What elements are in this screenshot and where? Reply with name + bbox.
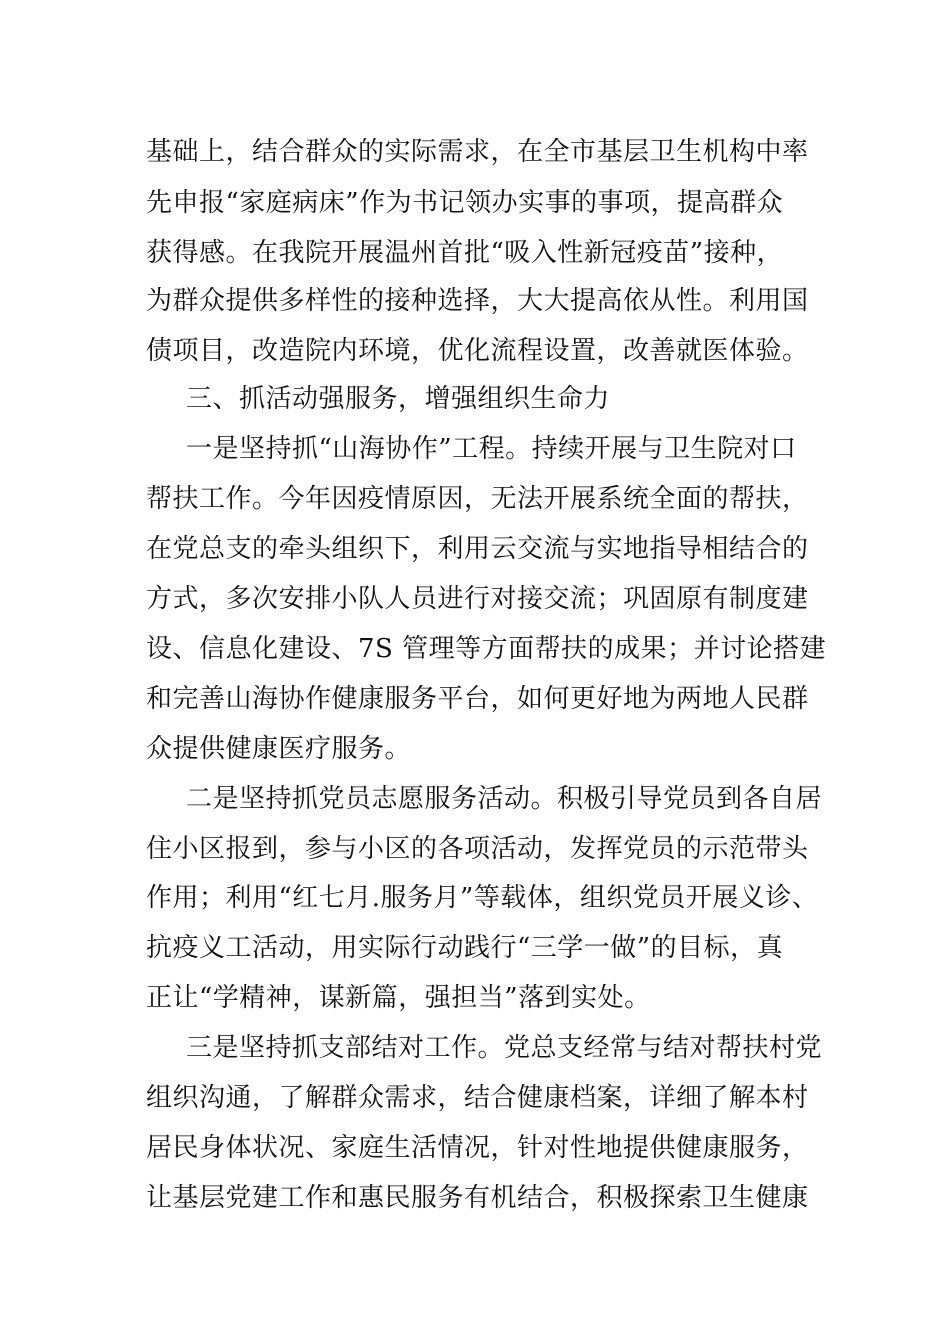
text-line-11: 设、信息化建设、7S 管理等方面帮扶的成果；并讨论搭建	[146, 634, 827, 664]
text-line-3: 获得感。在我院开展温州首批“吸入性新冠疫苗”接种，	[146, 238, 784, 268]
text-line-4: 为群众提供多样性的接种选择，大大提高依从性。利用国	[146, 286, 809, 316]
text-line-21: 居民身体状况、家庭生活情况，针对性地提供健康服务，	[146, 1133, 809, 1163]
text-line-22: 让基层党建工作和惠民服务有机结合，积极探索卫生健康	[146, 1183, 809, 1213]
text-line-19: 三是坚持抓支部结对工作。党总支经常与结对帮扶村党	[186, 1033, 823, 1063]
text-line-8: 帮扶工作。今年因疫情原因，无法开展系统全面的帮扶，	[146, 484, 809, 514]
section-heading: 三、抓活动强服务，增强组织生命力	[186, 384, 611, 414]
text-line-9: 在党总支的牵头组织下，利用云交流与实地指导相结合的	[146, 534, 809, 564]
text-line-18: 正让“学精神，谋新篇，强担当”落到实处。	[146, 983, 651, 1013]
text-line-2: 先申报“家庭病床”作为书记领办实事的事项，提高群众	[146, 188, 784, 218]
text-line-12: 和完善山海协作健康服务平台，如何更好地为两地人民群	[146, 684, 809, 714]
text-line-7: 一是坚持抓“山海协作”工程。持续开展与卫生院对口	[186, 434, 797, 464]
text-line-16: 作用；利用“红七月.服务月”等载体，组织党员开展义诊、	[146, 883, 819, 913]
text-line-1: 基础上，结合群众的实际需求，在全市基层卫生机构中率	[146, 137, 809, 167]
text-line-13: 众提供健康医疗服务。	[146, 734, 412, 764]
text-line-15: 住小区报到，参与小区的各项活动，发挥党员的示范带头	[146, 834, 809, 864]
text-line-14: 二是坚持抓党员志愿服务活动。积极引导党员到各自居	[186, 784, 823, 814]
text-line-5: 债项目，改造院内环境，优化流程设置，改善就医体验。	[146, 336, 809, 366]
text-line-10: 方式，多次安排小队人员进行对接交流；巩固原有制度建	[146, 584, 809, 614]
text-line-20: 组织沟通，了解群众需求，结合健康档案，详细了解本村	[146, 1083, 809, 1113]
text-line-17: 抗疫义工活动，用实际行动践行“三学一做”的目标，真	[146, 933, 784, 963]
